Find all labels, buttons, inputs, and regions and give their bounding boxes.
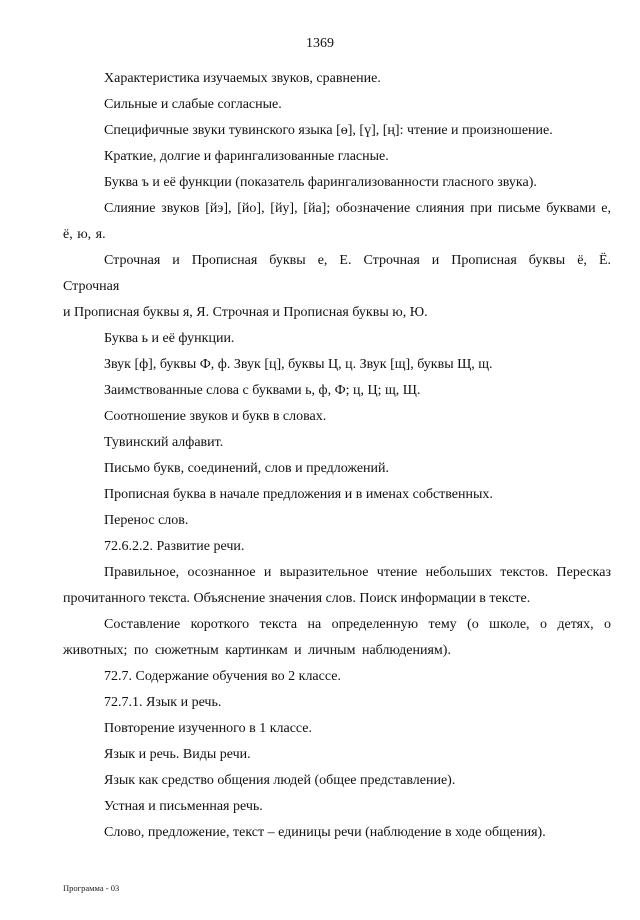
paragraph: Строчная и Прописная буквы е, Е. Строчная и Прописная буквы ё, Ё. Строчная (63, 253, 611, 294)
page-number: 1369 (306, 36, 334, 51)
paragraph: Язык и речь. Виды речи. (104, 747, 251, 762)
paragraph: Соотношение звуков и букв в словах. (104, 409, 327, 424)
paragraph: Язык как средство общения людей (общее представление). (104, 773, 456, 788)
paragraph: Составление короткого текста на определенную тему (о школе, о детях, о животных; по сюжетным картинкам и личным наблюдениям). (63, 617, 611, 658)
paragraph: Сильные и слабые согласные. (104, 97, 282, 112)
paragraph: Письмо букв, соединений, слов и предложений. (104, 461, 390, 476)
paragraph: Повторение изученного в 1 классе. (104, 721, 313, 736)
paragraph: Буква ъ и её функции (показатель фарингализованности гласного звука). (104, 175, 537, 190)
section-heading: 72.7. Содержание обучения во 2 классе. (104, 669, 341, 684)
paragraph: Тувинский алфавит. (104, 435, 224, 450)
paragraph: Буква ь и её функции. (104, 331, 235, 346)
paragraph: Звук [ф], буквы Ф, ф. Звук [ц], буквы Ц, ц. Звук [щ], буквы Щ, щ. (104, 357, 493, 372)
paragraph: Устная и письменная речь. (104, 799, 263, 814)
paragraph: Заимствованные слова с буквами ь, ф, Ф; ц, Ц; щ, Щ. (104, 383, 421, 398)
section-heading: 72.6.2.2. Развитие речи. (104, 539, 245, 554)
paragraph: Правильное, осознанное и выразительное чтение небольших текстов. Пересказ прочитанного текста. Объяснение значения слов. Поиск информации в тексте. (63, 565, 611, 606)
paragraph: Перенос слов. (104, 513, 189, 528)
footer-label: Программа - 03 (63, 883, 120, 893)
paragraph: Слияние звуков [йэ], [йо], [йу], [йа]; обозначение слияния при письме буквами е, ё, ю, я. (63, 201, 611, 242)
paragraph: и Прописная буквы я, Я. Строчная и Прописная буквы ю, Ю. (63, 305, 428, 320)
document-body (63, 66, 611, 846)
paragraph: Краткие, долгие и фарингализованные гласные. (104, 149, 389, 164)
paragraph: Слово, предложение, текст – единицы речи (наблюдение в ходе общения). (104, 825, 546, 840)
paragraph: Прописная буква в начале предложения и в именах собственных. (104, 487, 493, 502)
paragraph: Специфичные звуки тувинского языка [ө], [ү], [ң]: чтение и произношение. (104, 123, 553, 138)
section-heading: 72.7.1. Язык и речь. (104, 695, 222, 710)
paragraph: Характеристика изучаемых звуков, сравнение. (104, 71, 381, 86)
